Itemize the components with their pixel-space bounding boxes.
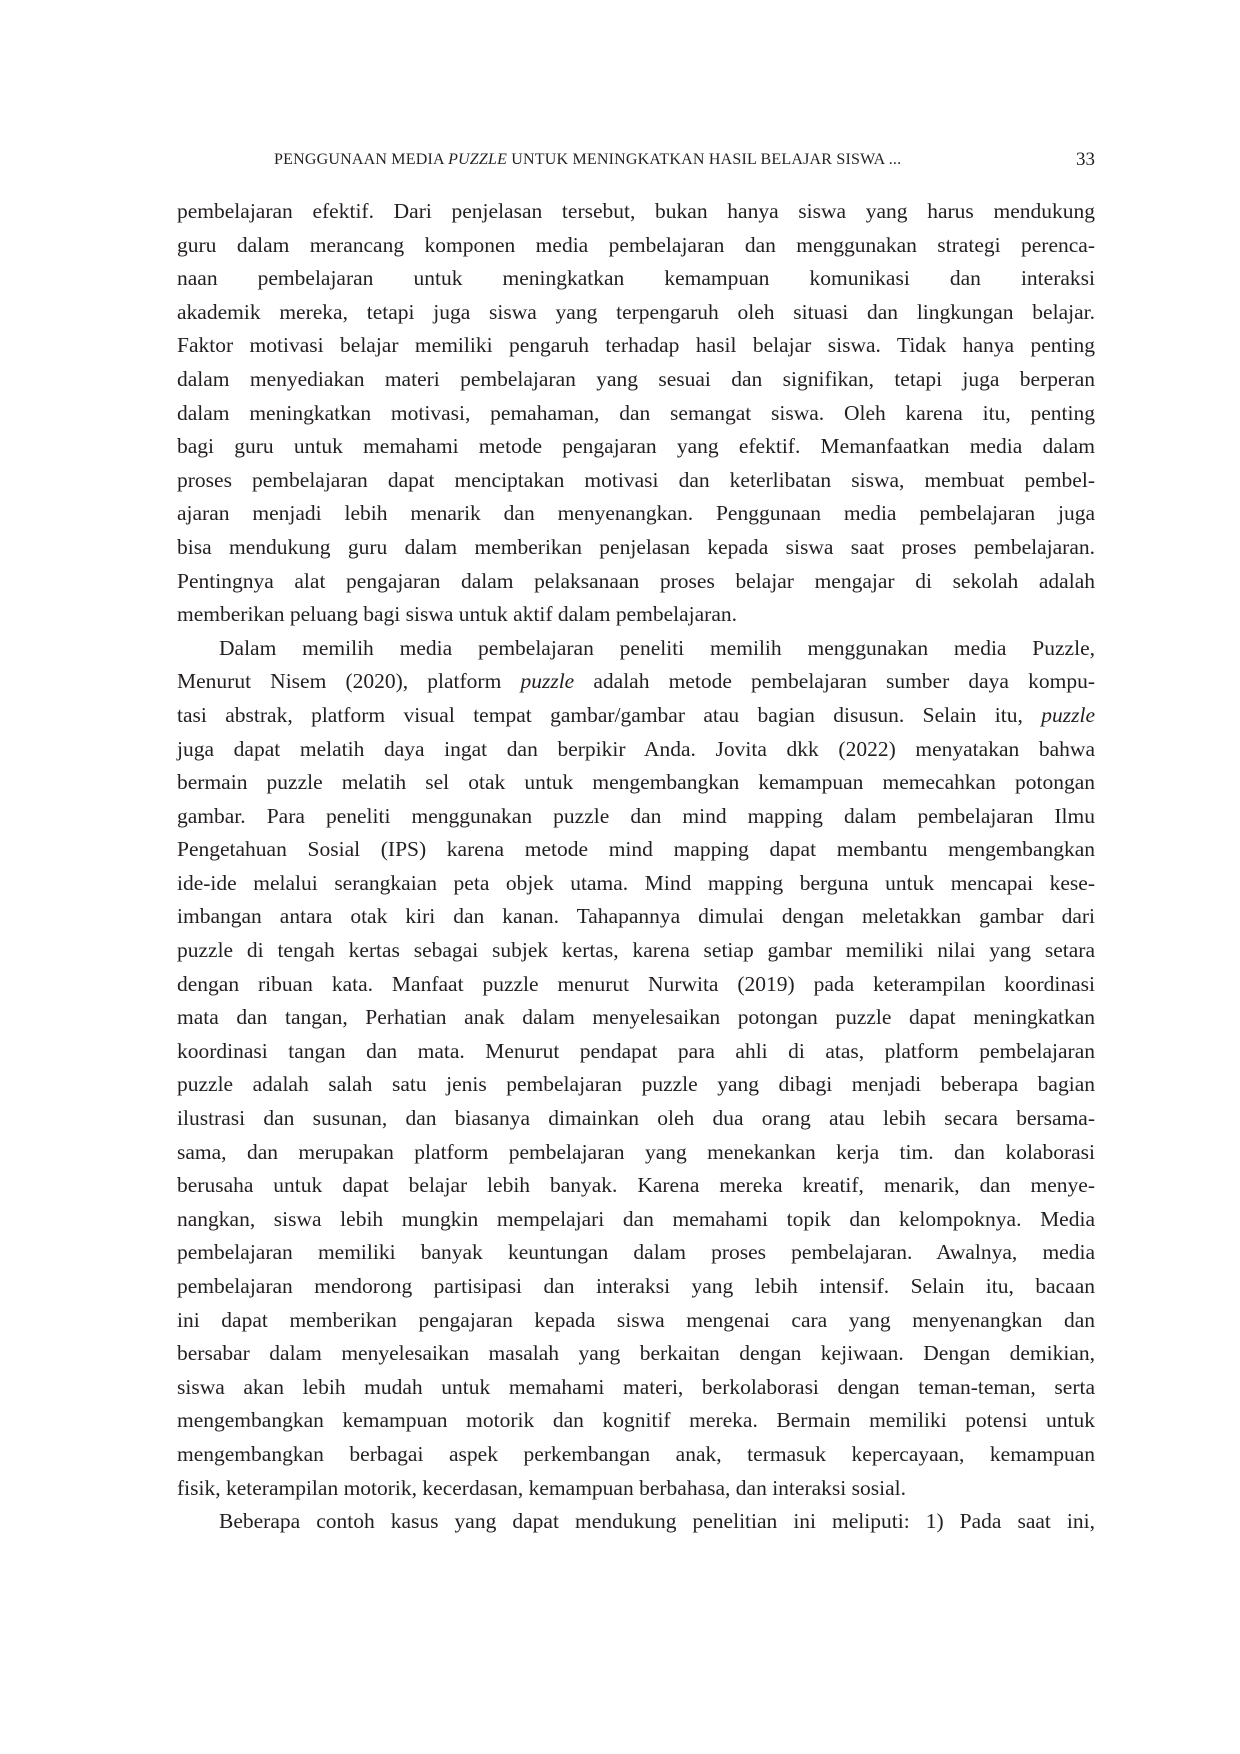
- text-line: tasi abstrak, platform visual tempat gambar/gambar atau bagian disusun. Selain itu, puzzle: [177, 702, 1095, 727]
- page-number: 33: [1076, 149, 1095, 170]
- text-line: juga dapat melatih daya ingat dan berpikir Anda. Jovita dkk (2022) menyatakan bahwa: [177, 736, 1095, 761]
- running-head-italic: PUZZLE: [448, 151, 508, 168]
- text-line: ini dapat memberikan pengajaran kepada siswa mengenai cara yang menyenangkan dan: [177, 1307, 1095, 1332]
- paragraph-3: [177, 1505, 1095, 1539]
- text-line: guru dalam merancang komponen media pembelajaran dan menggunakan strategi perenca-: [177, 232, 1095, 257]
- running-head: [274, 151, 901, 169]
- text-line: koordinasi tangan dan mata. Menurut pendapat para ahli di atas, platform pembelajaran: [177, 1038, 1095, 1063]
- text-line: ilustrasi dan susunan, dan biasanya dimainkan oleh dua orang atau lebih secara bersama-: [177, 1106, 1095, 1131]
- text-line: ajaran menjadi lebih menarik dan menyenangkan. Penggunaan media pembelajaran juga: [177, 501, 1095, 526]
- text-line: Menurut Nisem (2020), platform puzzle adalah metode pembelajaran sumber daya kompu-: [177, 669, 1095, 694]
- running-head-pre: PENGGUNAAN MEDIA: [274, 151, 449, 168]
- text-line: imbangan antara otak kiri dan kanan. Tahapannya dimulai dengan meletakkan gambar dari: [177, 904, 1095, 929]
- text-line: berusaha untuk dapat belajar lebih banyak. Karena mereka kreatif, menarik, dan menye-: [177, 1173, 1095, 1198]
- text-line: fisik, keterampilan motorik, kecerdasan, kemampuan berbahasa, dan interaksi sosial.: [177, 1475, 906, 1500]
- text-line: siswa akan lebih mudah untuk memahami materi, berkolaborasi dengan teman-teman, serta: [177, 1374, 1095, 1399]
- text-line: bermain puzzle melatih sel otak untuk mengembangkan kemampuan memecahkan potongan: [177, 770, 1095, 795]
- text-line: puzzle di tengah kertas sebagai subjek kertas, karena setiap gambar memiliki nilai yang setara: [177, 938, 1095, 963]
- text-line: Faktor motivasi belajar memiliki pengaruh terhadap hasil belajar siswa. Tidak hanya penting: [177, 333, 1095, 358]
- text-line: mengembangkan berbagai aspek perkembangan anak, termasuk kepercayaan, kemampuan: [177, 1441, 1095, 1466]
- text-line: Pentingnya alat pengajaran dalam pelaksanaan proses belajar mengajar di sekolah adalah: [177, 568, 1095, 593]
- text-line: Beberapa contoh kasus yang dapat mendukung penelitian ini meliputi: 1) Pada saat ini,: [219, 1509, 1095, 1534]
- text-line: Pengetahuan Sosial (IPS) karena metode mind mapping dapat membantu mengembangkan: [177, 837, 1095, 862]
- paragraph-1: [177, 195, 1095, 632]
- text-line: gambar. Para peneliti menggunakan puzzle dan mind mapping dalam pembelajaran Ilmu: [177, 803, 1095, 828]
- text-line: dalam meningkatkan motivasi, pemahaman, dan semangat siswa. Oleh karena itu, penting: [177, 400, 1095, 425]
- text-line: akademik mereka, tetapi juga siswa yang terpengaruh oleh situasi dan lingkungan belajar.: [177, 299, 1095, 324]
- page-header: [177, 151, 1095, 175]
- text-line: mata dan tangan, Perhatian anak dalam menyelesaikan potongan puzzle dapat meningkatkan: [177, 1005, 1095, 1030]
- text-line: sama, dan merupakan platform pembelajaran yang menekankan kerja tim. dan kolaborasi: [177, 1139, 1095, 1164]
- text-line: bisa mendukung guru dalam memberikan penjelasan kepada siswa saat proses pembelajaran.: [177, 534, 1095, 559]
- paragraph-2: [177, 632, 1095, 1505]
- italic-term: puzzle: [520, 669, 575, 694]
- text-line: dengan ribuan kata. Manfaat puzzle menurut Nurwita (2019) pada keterampilan koordinasi: [177, 971, 1095, 996]
- text-line: naan pembelajaran untuk meningkatkan kemampuan komunikasi dan interaksi: [177, 266, 1095, 291]
- text-line: mengembangkan kemampuan motorik dan kognitif mereka. Bermain memiliki potensi untuk: [177, 1408, 1095, 1433]
- text-line: dalam menyediakan materi pembelajaran yang sesuai dan signifikan, tetapi juga berperan: [177, 366, 1095, 391]
- body-text: [177, 195, 1095, 1539]
- running-head-post: UNTUK MENINGKATKAN HASIL BELAJAR SISWA ...: [507, 151, 902, 168]
- text-line: proses pembelajaran dapat menciptakan motivasi dan keterlibatan siswa, membuat pembel-: [177, 467, 1095, 492]
- italic-term: puzzle: [1041, 702, 1095, 727]
- text-line: ide-ide melalui serangkaian peta objek utama. Mind mapping berguna untuk mencapai kese-: [177, 870, 1095, 895]
- text-line: bagi guru untuk memahami metode pengajaran yang efektif. Memanfaatkan media dalam: [177, 434, 1095, 459]
- text-line: pembelajaran efektif. Dari penjelasan tersebut, bukan hanya siswa yang harus mendukung: [177, 199, 1095, 223]
- text-line: memberikan peluang bagi siswa untuk aktif dalam pembelajaran.: [177, 602, 738, 627]
- text-line: nangkan, siswa lebih mungkin mempelajari dan memahami topik dan kelompoknya. Media: [177, 1206, 1095, 1231]
- text-line: puzzle adalah salah satu jenis pembelajaran puzzle yang dibagi menjadi beberapa bagian: [177, 1072, 1095, 1097]
- text-line: Dalam memilih media pembelajaran peneliti memilih menggunakan media Puzzle,: [219, 635, 1095, 660]
- text-line: bersabar dalam menyelesaikan masalah yang berkaitan dengan kejiwaan. Dengan demikian,: [177, 1341, 1095, 1366]
- text-line: pembelajaran mendorong partisipasi dan interaksi yang lebih intensif. Selain itu, bacaan: [177, 1274, 1095, 1298]
- text-line: pembelajaran memiliki banyak keuntungan dalam proses pembelajaran. Awalnya, media: [177, 1240, 1095, 1265]
